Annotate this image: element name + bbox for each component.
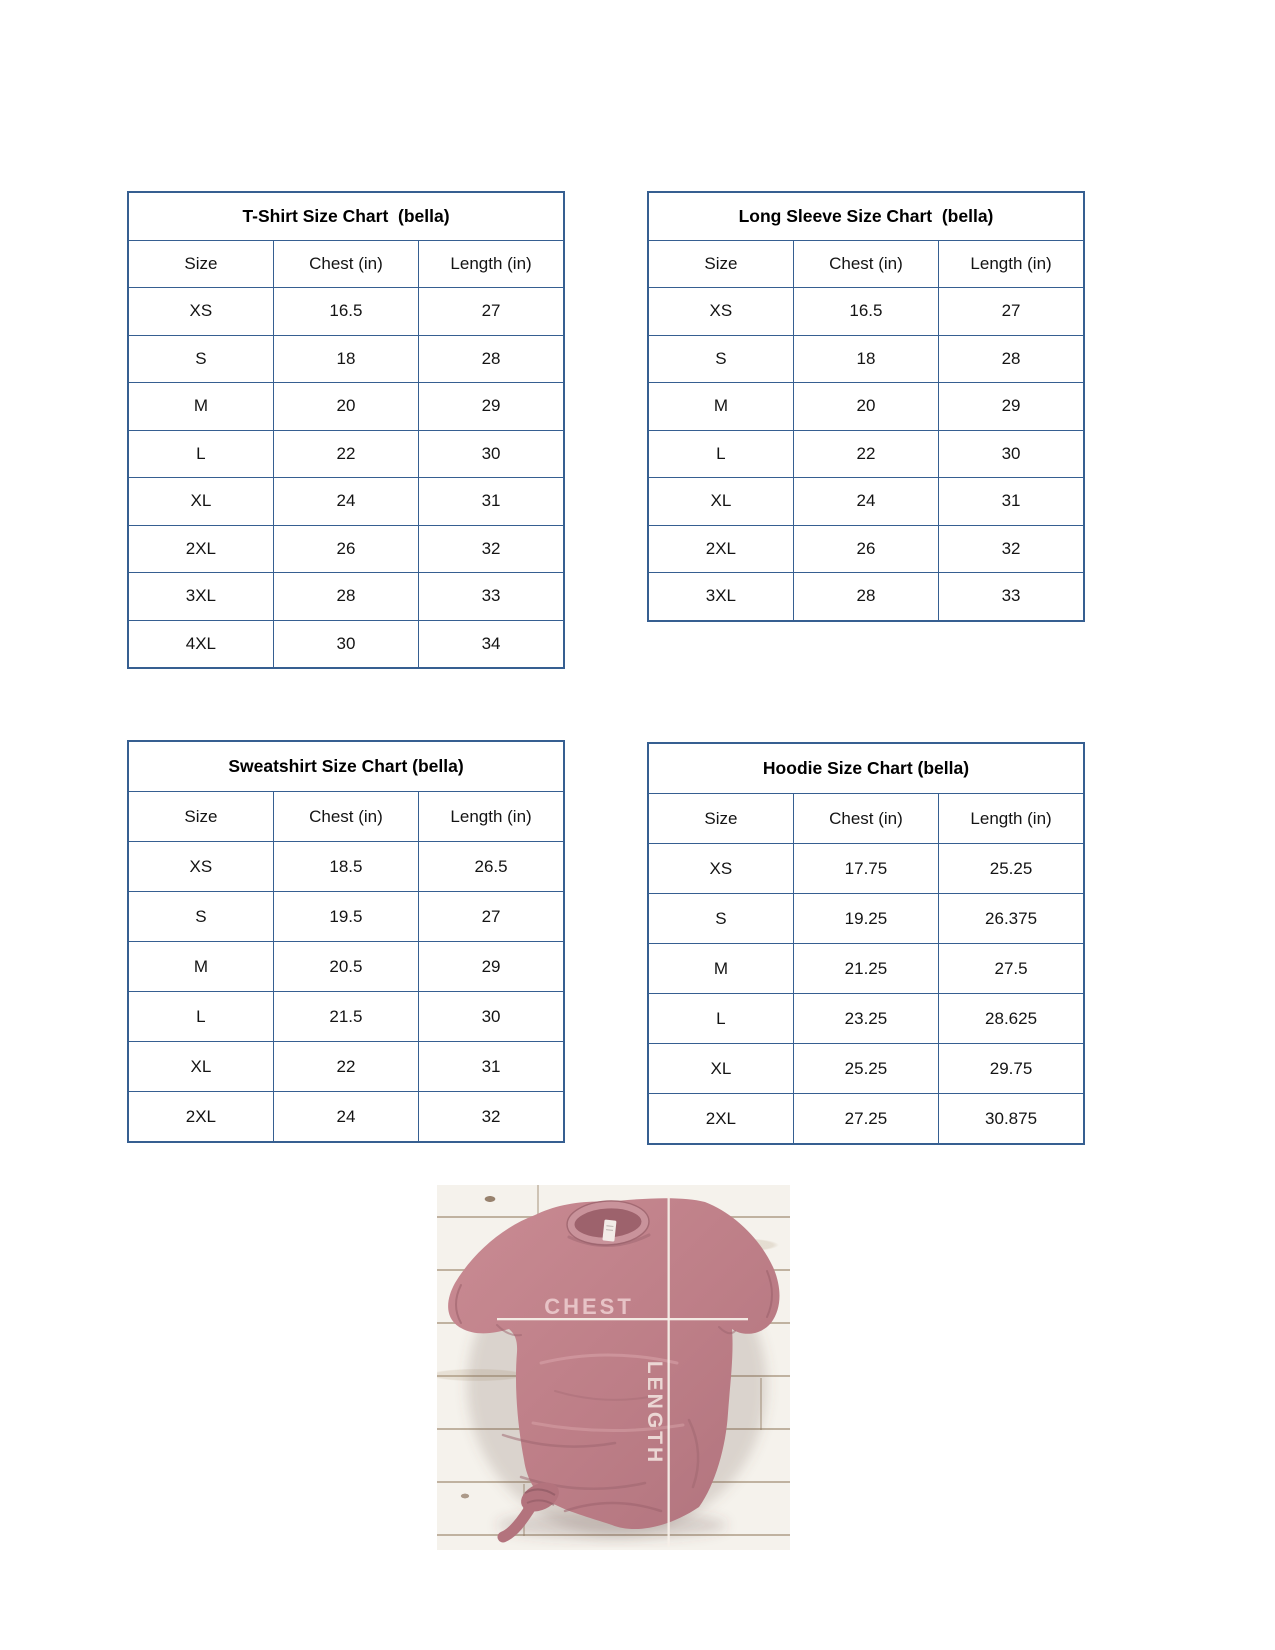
size-cell: M [648,383,793,431]
length-cell: 30 [419,992,564,1042]
size-cell: XL [128,1042,273,1092]
long-sleeve-size-chart-title: Long Sleeve Size Chart (bella) [648,192,1084,240]
chest-cell: 30 [273,620,418,668]
size-cell: L [128,430,273,478]
table-row [128,430,564,478]
table-row [128,383,564,431]
length-cell: 27.5 [939,944,1084,994]
table-row [648,994,1084,1044]
column-header: Chest (in) [273,240,418,288]
length-cell: 32 [419,1092,564,1143]
length-cell: 30.875 [939,1094,1084,1145]
tshirt-size-chart-title: T-Shirt Size Chart (bella) [128,192,564,240]
length-cell: 28.625 [939,994,1084,1044]
length-cell: 28 [939,335,1084,383]
size-cell: XS [648,288,793,336]
sweatshirt-size-chart-title: Sweatshirt Size Chart (bella) [128,741,564,792]
size-cell: XL [128,478,273,526]
size-cell: S [128,335,273,383]
table-row [648,430,1084,478]
length-cell: 33 [939,573,1084,621]
chest-cell: 22 [273,1042,418,1092]
table-row [128,620,564,668]
column-header: Size [128,792,273,842]
table-row [128,892,564,942]
chest-cell: 19.25 [793,894,938,944]
length-cell: 29 [419,383,564,431]
length-line [668,1196,670,1547]
chest-cell: 18.5 [273,842,418,892]
length-cell: 31 [939,478,1084,526]
column-header: Chest (in) [793,240,938,288]
column-header: Size [128,240,273,288]
column-header: Length (in) [419,240,564,288]
chest-label: CHEST [544,1294,634,1319]
length-cell: 30 [419,430,564,478]
length-cell: 27 [419,892,564,942]
chest-cell: 28 [793,573,938,621]
table-row [648,844,1084,894]
long-sleeve-size-chart-table [647,191,1085,622]
size-cell: M [128,942,273,992]
table-row [128,478,564,526]
chest-cell: 27.25 [793,1094,938,1145]
table-row [128,525,564,573]
tshirt-measurement-photo [437,1185,790,1550]
chest-cell: 21.5 [273,992,418,1042]
length-cell: 25.25 [939,844,1084,894]
column-header: Chest (in) [273,792,418,842]
table-row [648,1044,1084,1094]
size-cell: 2XL [648,525,793,573]
column-header: Size [648,794,793,844]
length-cell: 27 [939,288,1084,336]
table-row [128,942,564,992]
chest-cell: 19.5 [273,892,418,942]
chest-cell: 20 [793,383,938,431]
tshirt-size-chart-table [127,191,565,669]
table-row [648,478,1084,526]
neck-tag [602,1219,616,1241]
column-header: Size [648,240,793,288]
size-cell: 2XL [128,1092,273,1143]
chest-cell: 24 [273,1092,418,1143]
chest-cell: 18 [273,335,418,383]
table-row [648,894,1084,944]
table-row [128,1092,564,1143]
table-row [648,525,1084,573]
length-cell: 31 [419,1042,564,1092]
size-cell: S [648,335,793,383]
size-cell: XL [648,1044,793,1094]
table-row [128,335,564,383]
table-row [128,992,564,1042]
chest-cell: 18 [793,335,938,383]
chest-cell: 28 [273,573,418,621]
hoodie-size-chart-table [647,742,1085,1145]
chest-cell: 26 [273,525,418,573]
chest-cell: 22 [273,430,418,478]
size-cell: 2XL [648,1094,793,1145]
chest-cell: 25.25 [793,1044,938,1094]
length-cell: 31 [419,478,564,526]
sweatshirt-size-chart-table [127,740,565,1143]
table-row [648,288,1084,336]
table-row [128,573,564,621]
table-row [648,383,1084,431]
chest-cell: 24 [273,478,418,526]
size-cell: S [128,892,273,942]
size-cell: 2XL [128,525,273,573]
chest-cell: 23.25 [793,994,938,1044]
table-row [648,1094,1084,1145]
table-row [648,944,1084,994]
size-cell: 3XL [128,573,273,621]
length-cell: 27 [419,288,564,336]
chest-cell: 22 [793,430,938,478]
chest-cell: 26 [793,525,938,573]
chest-cell: 16.5 [793,288,938,336]
size-cell: 3XL [648,573,793,621]
length-cell: 26.375 [939,894,1084,944]
column-header: Chest (in) [793,794,938,844]
size-cell: S [648,894,793,944]
length-cell: 32 [939,525,1084,573]
column-header: Length (in) [939,240,1084,288]
chest-cell: 24 [793,478,938,526]
shirt-graphic [437,1185,790,1550]
size-cell: L [648,994,793,1044]
table-row [648,573,1084,621]
size-cell: XS [128,288,273,336]
length-cell: 34 [419,620,564,668]
chest-cell: 20 [273,383,418,431]
size-cell: L [128,992,273,1042]
column-header: Length (in) [419,792,564,842]
size-cell: M [648,944,793,994]
length-cell: 33 [419,573,564,621]
chest-cell: 20.5 [273,942,418,992]
size-cell: XS [128,842,273,892]
chest-cell: 21.25 [793,944,938,994]
chest-cell: 16.5 [273,288,418,336]
chest-cell: 17.75 [793,844,938,894]
length-cell: 28 [419,335,564,383]
table-row [128,288,564,336]
length-cell: 29 [939,383,1084,431]
length-cell: 30 [939,430,1084,478]
length-cell: 29.75 [939,1044,1084,1094]
table-row [128,842,564,892]
table-row [128,1042,564,1092]
table-row [648,335,1084,383]
length-cell: 26.5 [419,842,564,892]
size-cell: XS [648,844,793,894]
size-cell: L [648,430,793,478]
size-cell: XL [648,478,793,526]
size-cell: 4XL [128,620,273,668]
length-cell: 32 [419,525,564,573]
size-cell: M [128,383,273,431]
hoodie-size-chart-title: Hoodie Size Chart (bella) [648,743,1084,794]
length-label: LENGTH [643,1360,666,1466]
length-cell: 29 [419,942,564,992]
column-header: Length (in) [939,794,1084,844]
